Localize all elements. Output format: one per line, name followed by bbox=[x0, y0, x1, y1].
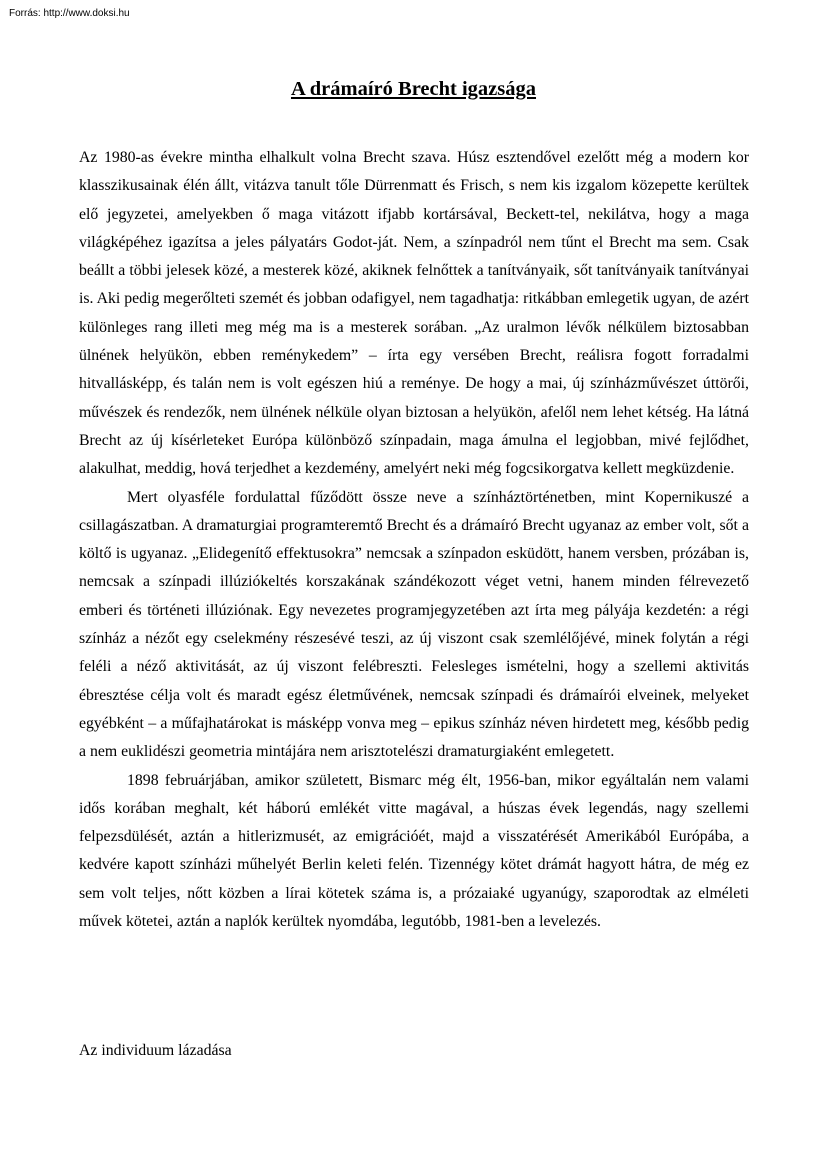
paragraph-3: 1898 februárjában, amikor született, Bismarc még élt, 1956-ban, mikor egyáltalán nem valami idős korában meghalt, két háború emlékét vitte magával, a húszas évek legendás, nagy szellemi felpezsdülését, aztán a hitlerizmusét, az emigrációét, majd a visszatérését Amerikából Európába, a kedvére kapott színházi műhelyét Berlin keleti felén. Tizennégy kötet drámát hagyott hátra, de még ez sem volt teljes, nőtt közben a lírai kötetek száma is, a prózaiaké ugyanúgy, szaporodtak az elméleti művek kötetei, aztán a naplók kerültek nyomdába, legutóbb, 1981-ben a levelezés. bbox=[79, 771, 749, 931]
page-title: A drámaíró Brecht igazsága bbox=[290, 78, 537, 100]
source-label: Forrás: http://www.doksi.hu bbox=[9, 8, 130, 19]
paragraph-1: Az 1980-as évekre mintha elhalkult volna Brecht szava. Húsz esztendővel ezelőtt még a modern kor klasszikusainak élén állt, vitázva tanult tőle Dürrenmatt és Frisch, s nem kis izgalom közepette kerültek elő jegyzetei, amelyekben ő maga vitázott ifjabb kortársával, Beckett-tel, nekilátva, hogy a maga világképéhez igazítsa a jeles pályatárs Godot-ját. Nem, a színpadról nem tűnt el Brecht ma sem. Csak beállt a többi jelesek közé, a mesterek közé, akiknek felnőttek a tanítványaik, sőt tanítványaik tanítványai is. Aki pedig megerőlteti szemét és jobban odafigyel, nem tagadhatja: ritkábban emlegetik ugyan, de azért különleges rang illeti meg még ma is a mesterek sorában. „Az uralmon lévők nélkülem biztosabban ülnének helyükön, ebben reménykedem” – írta egy versében Brecht, reálisra fogott forradalmi hitvallásképp, és talán nem is volt egészen hiú a reménye. De hogy a mai, új színházművészet úttörői, művészek és rendezők, nem ülnének nélküle olyan biztosan a helyükön, afelől nem lehet kétség. Ha látná Brecht az új kísérleteket Európa különböző színpadain, maga ámulna el legjobban, mivé fejlődhet, alakulhat, meddig, hová terjedhet a kezdemény, amelyért neki még fogcsikorgatva kellett megküzdenie. bbox=[79, 149, 749, 478]
section-heading: Az individuum lázadása bbox=[79, 1042, 232, 1059]
paragraph-2: Mert olyasféle fordulattal fűződött össze neve a színháztörténetben, mint Kopernikuszé a csillagászatban. A dramaturgiai programteremtő Brecht és a drámaíró Brecht ugyanaz az ember volt, sőt a költő is ugyanaz. „Elidegenítő effektusokra” nemcsak a színpadon esküdött, hanem versben, prózában is, nemcsak a színpadi illúziókeltés korszakának szándékozott véget vetni, hanem minden félrevezető emberi és történeti illúziónak. Egy nevezetes programjegyzetében azt írta meg pályája kezdetén: a régi színház a nézőt egy cselekmény részesévé teszi, az új viszont csak szemlélőjévé, minek folytán a régi feléli a néző aktivitását, az új viszont felébreszti. Felesleges ismételni, hogy a szellemi aktivitás ébresztése célja volt és maradt egész életművének, nemcsak színpadi és drámaírói elveinek, melyeket egyébként – a műfajhatárokat is másképp vonva meg – epikus színház néven hirdetett meg, később pedig a nem euklidészi geometria mintájára nem arisztotelészi dramaturgiaként emlegetett. bbox=[79, 488, 749, 761]
article-body bbox=[79, 144, 749, 936]
